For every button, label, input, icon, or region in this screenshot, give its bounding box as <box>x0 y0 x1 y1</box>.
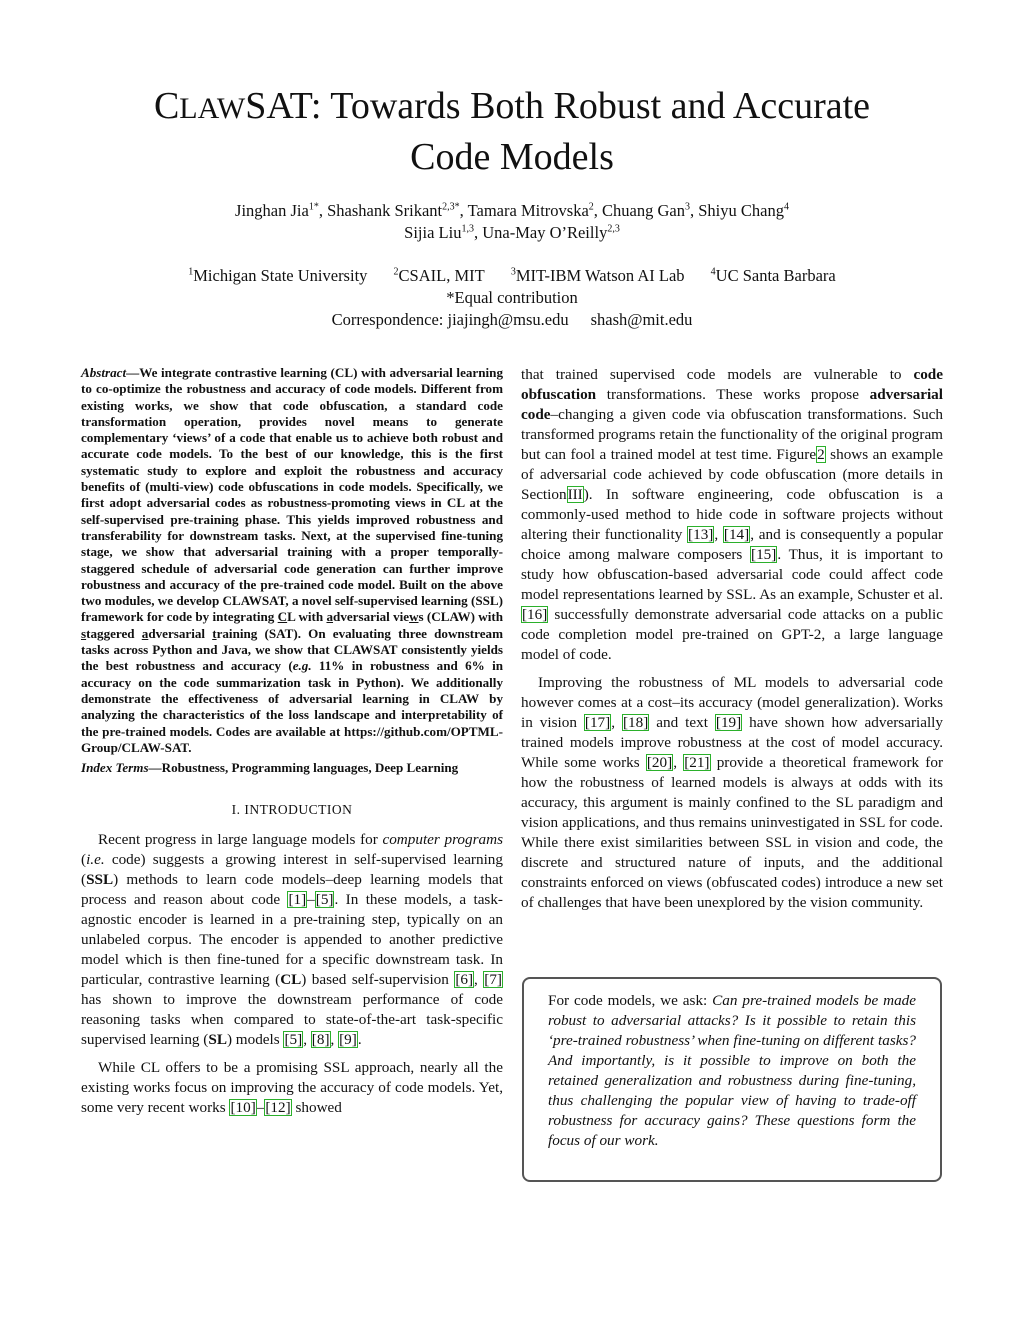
citation-link[interactable]: [5] <box>284 1031 303 1049</box>
author-line-2: Sijia Liu$^{1,3}$, Una-May O’Reilly$^{2,3}$ <box>404 223 620 242</box>
citation-link[interactable]: [15] <box>751 546 777 563</box>
affiliations <box>60 265 964 331</box>
citation-link[interactable]: [12] <box>265 1099 291 1117</box>
intro-paragraph-1: Recent progress in large language models for computer programs (i.e. code) suggests a growing interest in self-supervised learning (SSL) methods to learn code models–deep learning models that process and reason about code [1]–[5]. In these models, a task-agnostic encoder is learned in a pre-training step, typically on an unlabeled corpus. The encoder is appended to another predictive model which is then fine-tuned for a specific downstream task. In particular, contrastive learning (CL) based self-supervision [6], [7] has shown to improve the downstream performance of code reasoning tasks when compared to state-of-the-art task-specific supervised learning (SL) models [5], [8], [9]. <box>81 831 503 1049</box>
citation-link[interactable]: [13] <box>688 526 714 543</box>
citation-link[interactable]: [19] <box>715 714 742 731</box>
citation-link[interactable]: [10] <box>230 1099 256 1117</box>
section-heading-introduction: I. INTRODUCTION <box>231 802 353 818</box>
abstract: Abstract—We integrate contrastive learning (CL) with adversarial learning to co-optimize the robustness and accuracy of code models. Different from existing works, we show that code obfuscation, a standard code transformation operation, provides novel means to generate complementary ‘views’ of a code that enable us to achieve both robust and accurate code models. To the best of our knowledge, this is the first systematic study to explore and exploit the robustness and accuracy benefits of (multi-view) code obfuscations in code models. Specifically, we first adopt adversarial codes as robustness-promoting views in CL at the self-supervised pre-training phase. This yields improved robustness and transferability for downstream tasks. Next, at the supervised fine-tuning stage, we show that adversarial training with a proper temporally-staggered schedule of adversarial code generation can further improve robustness and accuracy of the pre-trained code model. Built on the above two modules, we develop CLAWSAT, a novel self-supervised learning (SSL) framework for code by integrating CL with adversarial views (CLAW) with staggered adversarial training (SAT). On evaluating three downstream tasks across Python and Java, we show that CLAWSAT consistently yields the best robustness and accuracy (e.g. 11% in robustness and 6% in accuracy on the code summarization task in Python). We additionally demonstrate the effectiveness of adversarial learning in CLAW by analyzing the characteristics of the loss landscape and interpretability of the pre-trained models. Codes are available at https://github.com/OPTML-Group/CLAW-SAT. <box>81 365 503 755</box>
citation-link[interactable]: [5] <box>315 891 334 909</box>
email-link-1[interactable]: jiajingh@msu.edu <box>447 310 569 329</box>
citation-link[interactable]: [8] <box>311 1031 330 1049</box>
citation-link[interactable]: [21] <box>684 754 710 771</box>
research-question-text: For code models, we ask: Can pre-trained models be made robust to adversarial attacks? Is it possible to retain this ‘pre-trained robustness’ when fine-tuning on different tasks? And importantly, is it possible to improve on both the retained generalization and robustness during fine-tuning, thus challenging the popular view of having to trade-off robustness for accuracy gains? These questions form the focus of our work. <box>548 992 917 1149</box>
section-link[interactable]: III <box>567 486 583 503</box>
citation-link[interactable]: [14] <box>723 526 750 543</box>
citation-link[interactable]: [20] <box>646 754 673 771</box>
right-paragraph-1: that trained supervised code models are vulnerable to code obfuscation transformations. These works propose adversarial code–changing a given code via obfuscation transformations. Such transformed programs retain the functionality of the original program but can fool a trained model at test time. Figure2 shows an example of adversarial code achieved by code obfuscation (more details in SectionIII). In software engineering, code obfuscation is a commonly-used method to hide code in software projects without altering their functionality [13], [14], and is consequently a popular choice among malware composers [15]. Thus, it is important to study how obfuscation-based adversarial code could affect code model representations learned by SSL. As an example, Schuster et al. [16] successfully demonstrate adversarial code attacks on a public code completion model pre-trained on GPT-2, a large language model of code. <box>521 366 944 663</box>
email-link-2[interactable]: shash@mit.edu <box>590 310 693 329</box>
left-column <box>81 365 503 1126</box>
author-list <box>60 200 964 244</box>
equal-contribution-note: *Equal contribution <box>446 288 578 307</box>
citation-link[interactable]: [7] <box>484 971 502 989</box>
paper-title: CLAWSAT: Towards Both Robust and Accurate Code Models <box>153 85 871 178</box>
index-terms: Index Terms—Robustness, Programming languages, Deep Learning <box>81 760 459 776</box>
intro-paragraph-2: While CL offers to be a promising SSL approach, nearly all the existing works focus on improving the accuracy of code models. Yet, some very recent works [10]–[12] showed <box>81 1059 503 1117</box>
citation-link[interactable]: [16] <box>522 606 548 623</box>
author-line-1: Jinghan Jia$^{1*}$, Shashank Srikant$^{2,3*}$, Tamara Mitrovska$^2$, Chuang Gan$^3$, Shiyu Chang$^4$ <box>235 201 789 220</box>
affiliation-line: $^1$Michigan State University $^2$CSAIL, MIT $^3$MIT-IBM Watson AI Lab $^4$UC Santa Barbara <box>188 266 836 285</box>
citation-link[interactable]: [18] <box>622 714 649 731</box>
figure-link[interactable]: 2 <box>817 446 825 463</box>
research-question-box <box>522 977 942 1182</box>
citation-link[interactable]: [6] <box>455 971 474 989</box>
right-column <box>521 365 943 921</box>
citation-link[interactable]: [9] <box>339 1031 357 1049</box>
right-paragraph-2: Improving the robustness of ML models to adversarial code however comes at a cost–its accuracy (model generalization). Works in vision [17], [18] and text [19] have shown how adversarially trained models improve robustness at the cost of model accuracy. While some works [20], [21] provide a theoretical framework for how the robustness of learned models is always at odds with its accuracy, this argument is mainly confined to the SL paradigm and vision applications, and thus remains uninvestigated in SSL for code. While there exist similarities between SSL in vision and code, the discrete and structured nature of inputs, and the additional constraints enforced on views (obfuscated codes) introduce a new set of challenges that have been unexplored by the vision community. <box>521 674 944 911</box>
citation-link[interactable]: [17] <box>584 714 611 731</box>
citation-link[interactable]: [1] <box>288 891 307 909</box>
correspondence: Correspondence: jiajingh@msu.edu shash@mit.edu <box>331 310 693 329</box>
